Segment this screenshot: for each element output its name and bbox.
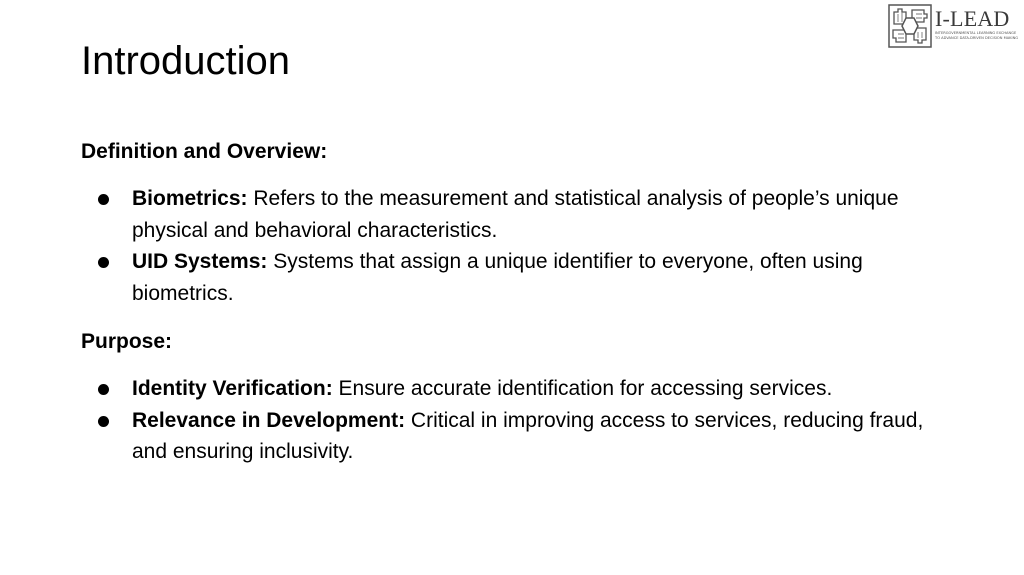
bullet-term: Relevance in Development: (132, 408, 406, 432)
section-heading-purpose: Purpose: (81, 330, 173, 353)
bullet-text: Critical in improving access to services, reducing fraud, and ensuring inclusivity. (132, 408, 924, 463)
slide-body (81, 136, 951, 468)
logo-wordmark: I-LEAD (935, 6, 1010, 31)
bullet-dot-icon (98, 257, 109, 268)
bullet-item-relevance-in-development (81, 405, 951, 468)
bullet-dot-icon (98, 194, 109, 205)
logo-tagline-line-2: TO ADVANCE DATA-DRIVEN DECISION MAKING (935, 35, 1019, 40)
bullet-text: Refers to the measurement and statistical analysis of people’s unique physical and behavioral characteristics. (132, 187, 899, 242)
bullet-item-biometrics (81, 183, 951, 246)
purpose-list (81, 373, 951, 468)
hands-logo-icon (888, 4, 932, 48)
bullet-text: Systems that assign a unique identifier to everyone, often using biometrics. (132, 250, 863, 305)
bullet-term: UID Systems: (132, 250, 268, 273)
i-lead-logo (888, 4, 1019, 48)
bullet-text: Ensure accurate identification for accessing services. (332, 377, 833, 400)
logo-tagline-line-1: INTERGOVERNMENTAL LEARNING EXCHANGE (935, 31, 1017, 35)
bullet-item-uid-systems (81, 246, 951, 309)
bullet-item-identity-verification (81, 373, 951, 405)
slide-title: Introduction (81, 39, 291, 83)
bullet-term: Identity Verification: (132, 377, 333, 400)
bullet-term: Biometrics: (132, 187, 248, 210)
bullet-dot-icon (98, 416, 109, 427)
logo-tagline (935, 31, 1019, 40)
definition-list (81, 183, 951, 309)
section-heading-definition: Definition and Overview: (81, 140, 328, 163)
bullet-dot-icon (98, 384, 109, 395)
